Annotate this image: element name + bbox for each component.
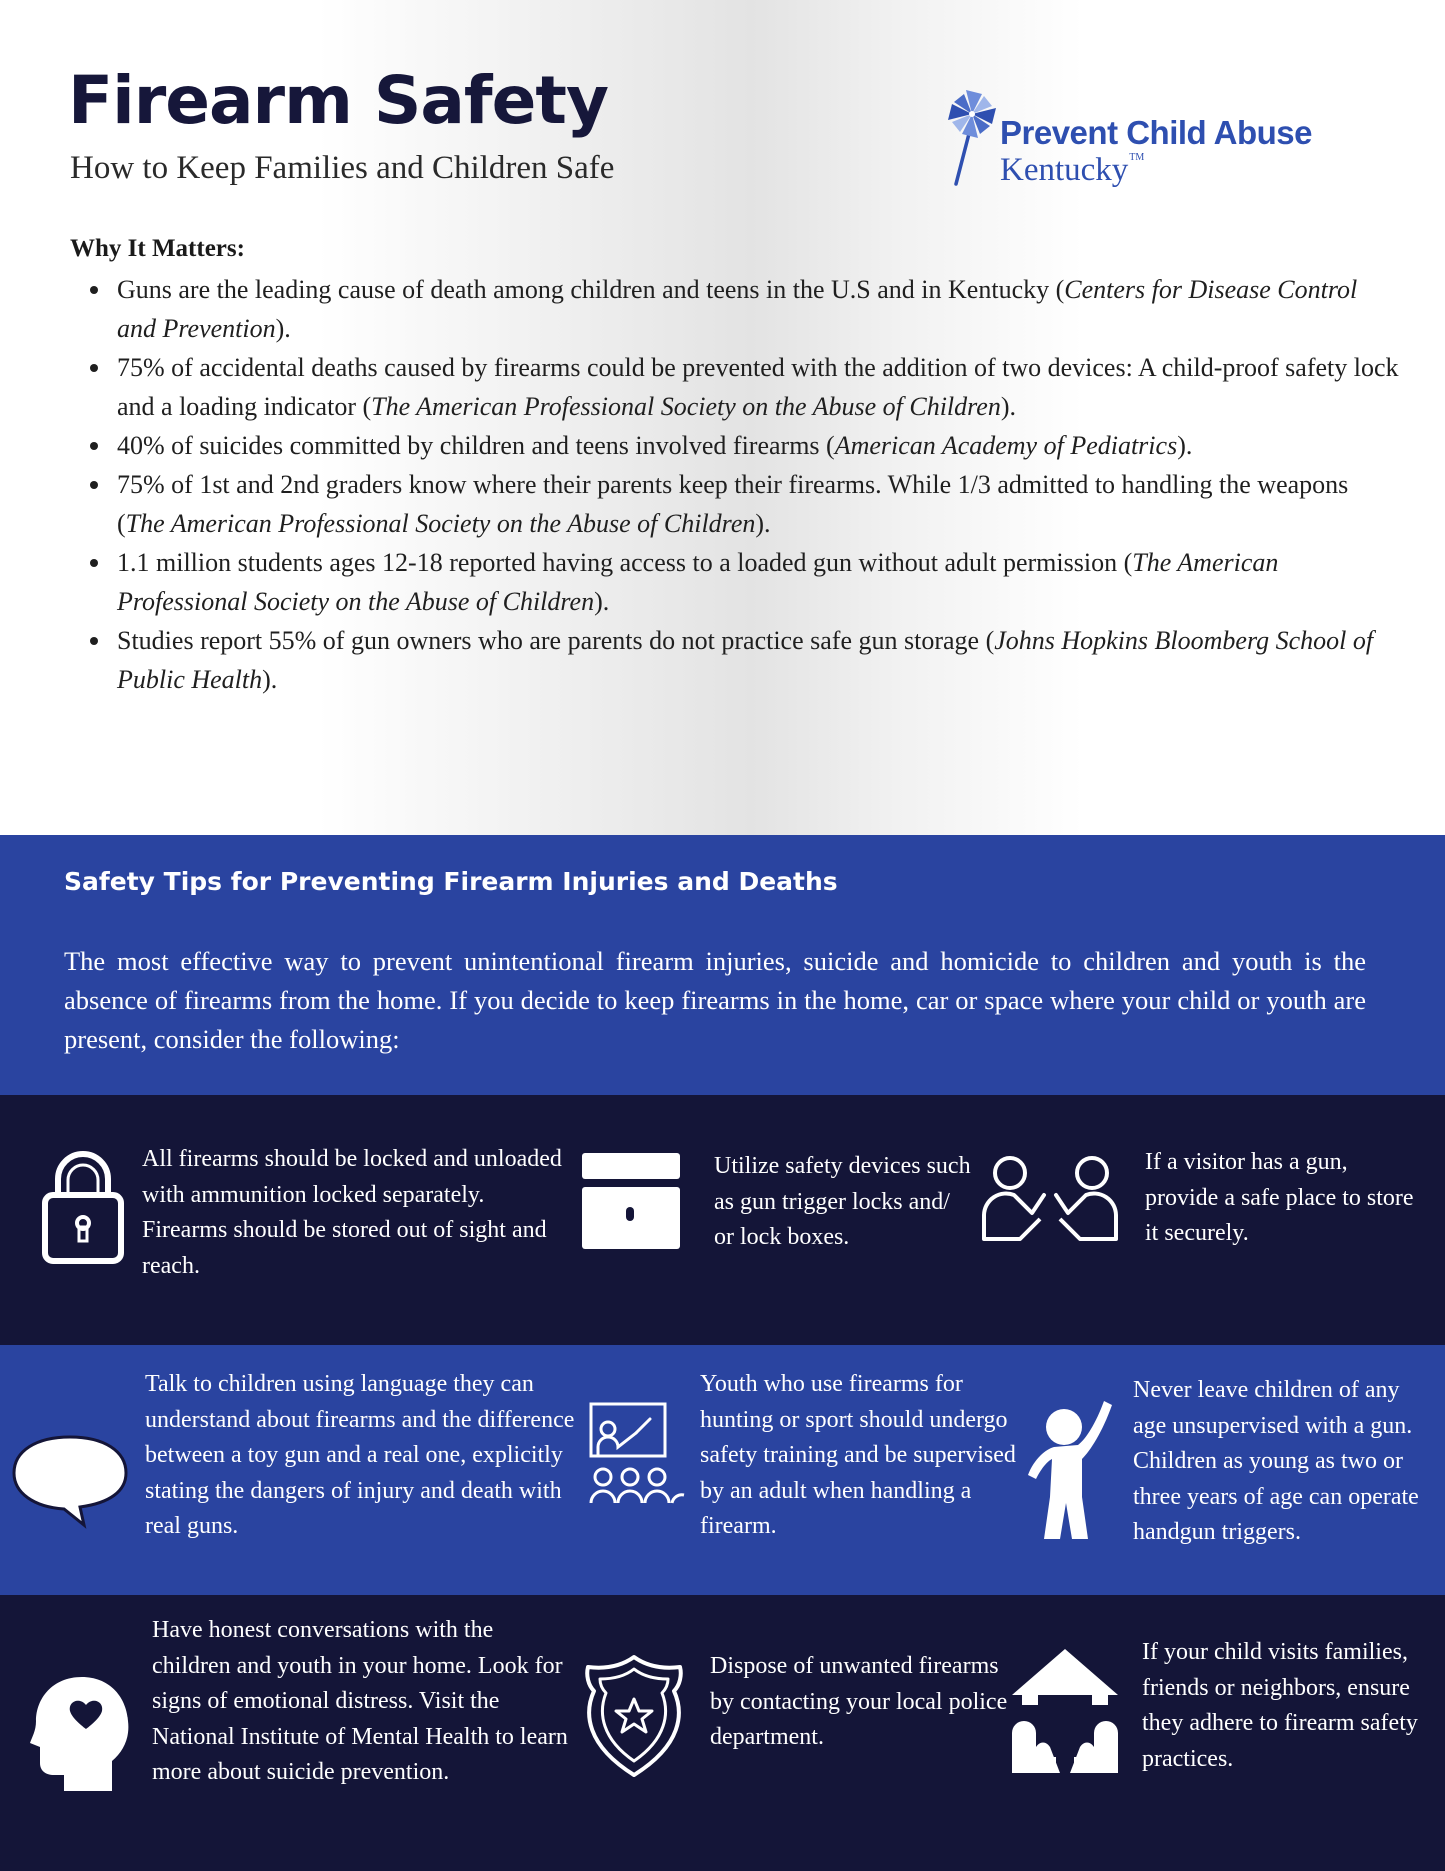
tips-row-2 (0, 1345, 1445, 1595)
tip-text: Never leave children of any age unsupervised with a gun. Children as young as two or three years of age can operate handgun triggers. (1133, 1377, 1419, 1545)
facts-list (90, 270, 1400, 699)
speech-bubble-icon (10, 1433, 130, 1529)
tip-text: Talk to children using language they can understand about firearms and the difference between a toy gun and a real one, explicitly stating the dangers of injury and death with real guns. (145, 1371, 575, 1539)
trademark-mark: TM (1129, 152, 1145, 163)
page-subtitle: How to Keep Families and Children Safe (70, 150, 615, 186)
safety-tips-heading: Safety Tips for Preventing Firearm Injuries and Deaths (64, 867, 838, 896)
tip-text: Dispose of unwanted firearms by contacting your local police department. (710, 1653, 1008, 1750)
police-badge-icon (580, 1653, 688, 1779)
fact-item: Studies report 55% of gun owners who are parents do not practice safe gun storage (Johns Hopkins Bloomberg School of Public Health). (90, 621, 1400, 699)
safety-tips-section (0, 835, 1445, 1095)
tips-row-3 (0, 1595, 1445, 1871)
fact-item: Guns are the leading cause of death among children and teens in the U.S and in Kentucky (Centers for Disease Control and Prevention). (90, 270, 1400, 348)
child-icon (1024, 1401, 1120, 1543)
tip-text: Have honest conversations with the children and youth in your home. Look for signs of emotional distress. Visit the National Institute of Mental Health to learn more about suicide prevention. (152, 1617, 568, 1785)
fact-item: 75% of 1st and 2nd graders know where their parents keep their firearms. While 1/3 admitted to handling the weapons (The American Professional Society on the Abuse of Children). (90, 465, 1400, 543)
lockbox-icon (580, 1151, 682, 1251)
tip-text: If a visitor has a gun, provide a safe place to store it securely. (1145, 1149, 1414, 1246)
why-it-matters-heading: Why It Matters: (70, 235, 245, 262)
classroom-training-icon (588, 1401, 688, 1507)
padlock-icon (40, 1149, 126, 1265)
house-hands-icon (1008, 1647, 1122, 1775)
safety-tips-intro: The most effective way to prevent unintentional firearm injuries, suicide and homicide to children and youth is the absence of firearms from the home. If you decide to keep firearms in the home, car or space where your child or youth are present, consider the following: (64, 946, 1366, 1054)
tip-text: Utilize safety devices such as gun trigger locks and/ or lock boxes. (714, 1153, 971, 1250)
logo (938, 84, 1358, 194)
pinwheel-icon (938, 84, 1006, 194)
head-heart-icon (30, 1675, 130, 1793)
handshake-people-icon (980, 1155, 1120, 1245)
fact-item: 75% of accidental deaths caused by firearms could be prevented with the addition of two devices: A child-proof safety lock and a loading indicator (The American Professional Society on the Abuse of Children). (90, 348, 1400, 426)
header-section (0, 0, 1445, 835)
fact-item: 40% of suicides committed by children and teens involved firearms (American Academy of Pediatrics). (90, 426, 1400, 465)
page-title: Firearm Safety (68, 62, 608, 139)
tip-text: If your child visits families, friends or neighbors, ensure they adhere to firearm safety practices. (1142, 1639, 1418, 1772)
tip-text: All firearms should be locked and unloaded with ammunition locked separately. Firearms should be stored out of sight and reach. (142, 1146, 562, 1279)
logo-text-primary: Prevent Child Abuse (1000, 114, 1313, 151)
tip-text: Youth who use firearms for hunting or sport should undergo safety training and be supervised by an adult when handling a firearm. (700, 1371, 1016, 1539)
fact-item: 1.1 million students ages 12-18 reported having access to a loaded gun without adult permission (The American Professional Society on the Abuse of Children). (90, 543, 1400, 621)
tips-row-1 (0, 1095, 1445, 1345)
logo-text-secondary: Kentucky™ (1000, 152, 1145, 188)
